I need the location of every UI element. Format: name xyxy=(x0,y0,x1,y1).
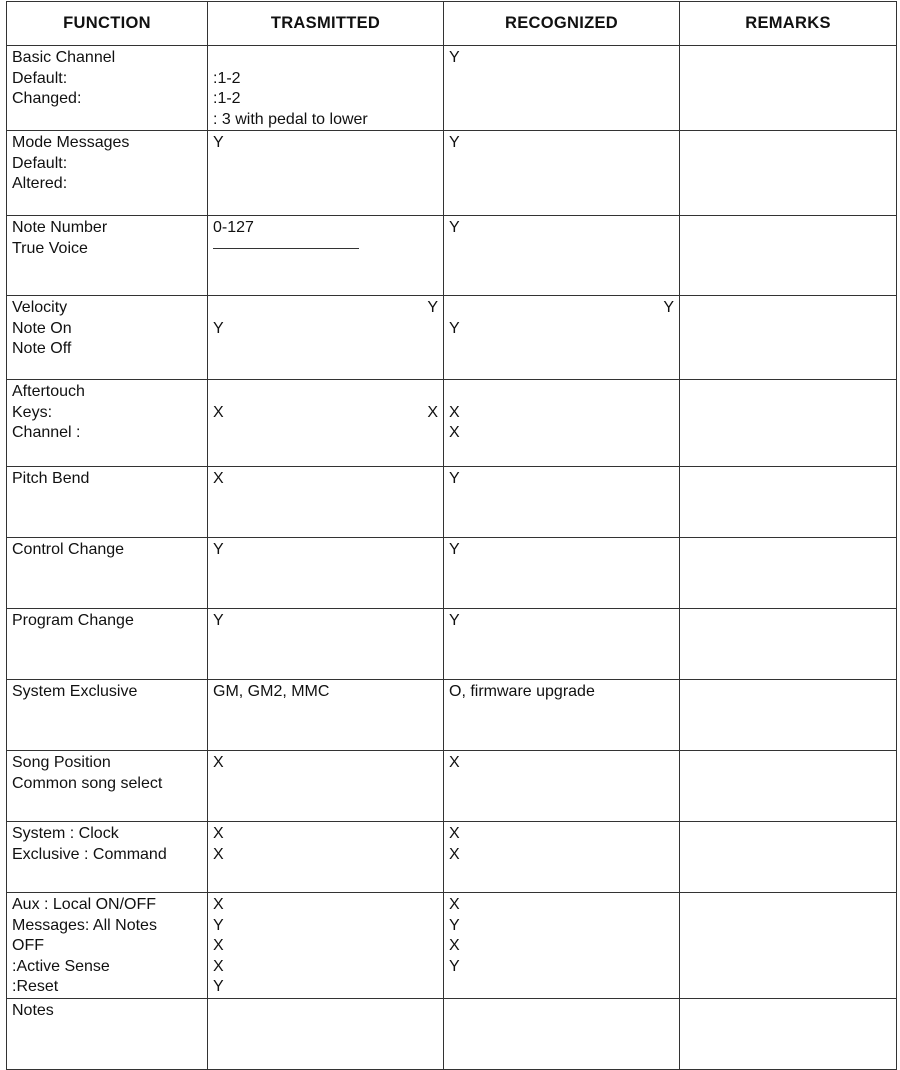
header-row xyxy=(7,2,897,46)
transmitted-cell: GM, GM2, MMC xyxy=(208,680,444,751)
function-cell: System : Clock Exclusive : Command xyxy=(7,822,208,893)
midi-implementation-chart xyxy=(6,1,897,1070)
function-cell: Song Position Common song select xyxy=(7,751,208,822)
underline-rule xyxy=(213,239,359,249)
row-mode-messages xyxy=(7,131,897,216)
remarks-cell xyxy=(680,751,897,822)
header-remarks: REMARKS xyxy=(680,2,897,46)
recognized-cell xyxy=(444,998,680,1069)
recognized-cell: Y xyxy=(444,216,680,296)
header-function: FUNCTION xyxy=(7,2,208,46)
remarks-cell xyxy=(680,380,897,467)
remarks-cell xyxy=(680,609,897,680)
remarks-cell xyxy=(680,893,897,999)
function-cell: System Exclusive xyxy=(7,680,208,751)
recognized-cell: X xyxy=(444,751,680,822)
row-notes xyxy=(7,998,897,1069)
recognized-cell: Y Y xyxy=(444,296,680,380)
recognized-cell: X Y X Y xyxy=(444,893,680,999)
function-cell: Velocity Note On Note Off xyxy=(7,296,208,380)
remarks-cell xyxy=(680,998,897,1069)
function-cell: Note Number True Voice xyxy=(7,216,208,296)
remarks-cell xyxy=(680,538,897,609)
transmitted-cell: Y xyxy=(208,131,444,216)
transmitted-cell: Y xyxy=(208,609,444,680)
row-control-change xyxy=(7,538,897,609)
function-cell: Program Change xyxy=(7,609,208,680)
transmitted-cell: X X xyxy=(208,822,444,893)
row-basic-channel xyxy=(7,46,897,131)
remarks-cell xyxy=(680,822,897,893)
recognized-cell: X X xyxy=(444,822,680,893)
row-aftertouch xyxy=(7,380,897,467)
function-cell: Control Change xyxy=(7,538,208,609)
function-cell: Notes xyxy=(7,998,208,1069)
transmitted-cell xyxy=(208,998,444,1069)
row-note-number xyxy=(7,216,897,296)
function-cell: Mode Messages Default: Altered: xyxy=(7,131,208,216)
row-velocity xyxy=(7,296,897,380)
row-song-position xyxy=(7,751,897,822)
transmitted-cell: X xyxy=(208,467,444,538)
transmitted-cell: :1-2 :1-2 : 3 with pedal to lower xyxy=(208,46,444,131)
transmitted-cell: Y Y xyxy=(208,296,444,380)
remarks-cell xyxy=(680,46,897,131)
recognized-cell: O, firmware upgrade xyxy=(444,680,680,751)
transmitted-cell: 0-127 xyxy=(208,216,444,296)
function-cell: Aux : Local ON/OFF Messages: All Notes OFF :Active Sense :Reset xyxy=(7,893,208,999)
transmitted-cell: Y xyxy=(208,538,444,609)
row-system-clock xyxy=(7,822,897,893)
recognized-cell: Y xyxy=(444,46,680,131)
recognized-cell: Y xyxy=(444,538,680,609)
recognized-cell: Y xyxy=(444,467,680,538)
remarks-cell xyxy=(680,131,897,216)
recognized-cell: Y xyxy=(444,609,680,680)
transmitted-cell: X X xyxy=(208,380,444,467)
function-cell: Basic Channel Default: Changed: xyxy=(7,46,208,131)
remarks-cell xyxy=(680,296,897,380)
function-cell: Pitch Bend xyxy=(7,467,208,538)
row-program-change xyxy=(7,609,897,680)
row-system-exclusive xyxy=(7,680,897,751)
header-recognized: RECOGNIZED xyxy=(444,2,680,46)
remarks-cell xyxy=(680,467,897,538)
remarks-cell xyxy=(680,680,897,751)
recognized-cell: X X xyxy=(444,380,680,467)
header-transmitted: TRASMITTED xyxy=(208,2,444,46)
row-aux-messages xyxy=(7,893,897,999)
recognized-cell: Y xyxy=(444,131,680,216)
remarks-cell xyxy=(680,216,897,296)
transmitted-cell: X xyxy=(208,751,444,822)
function-cell: Aftertouch Keys: Channel : xyxy=(7,380,208,467)
transmitted-cell: X Y X X Y xyxy=(208,893,444,999)
row-pitch-bend xyxy=(7,467,897,538)
